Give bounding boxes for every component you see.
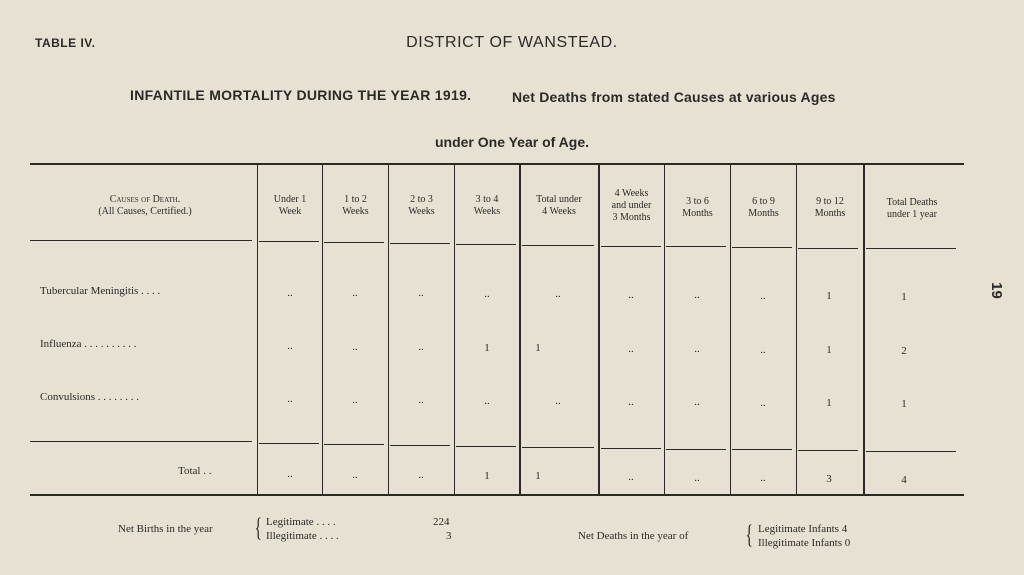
table-cell: .. xyxy=(287,393,293,405)
column-header xyxy=(389,194,454,218)
column-header-line: Under 1 xyxy=(273,194,307,205)
table-cell: .. xyxy=(628,289,634,301)
table-cell: .. xyxy=(287,287,293,299)
column-header-line: 2 to 3 xyxy=(410,194,433,205)
table-cell: 1 xyxy=(484,470,490,482)
column-header xyxy=(323,194,388,218)
header-rule xyxy=(866,248,956,249)
column-header-line: Weeks xyxy=(408,206,435,217)
table-cell: .. xyxy=(555,395,561,407)
header-rule xyxy=(798,248,858,249)
table-cell: .. xyxy=(484,395,490,407)
column-header-line: Months xyxy=(748,208,779,219)
header-rule xyxy=(456,244,516,245)
district-title: DISTRICT OF WANSTEAD. xyxy=(406,34,618,51)
column-header-line: Weeks xyxy=(342,206,369,217)
column-header-line: 6 to 9 xyxy=(752,196,775,207)
table-cell: .. xyxy=(628,343,634,355)
column-header xyxy=(520,194,598,218)
column-header-line: Months xyxy=(682,208,713,219)
table-cell: 4 xyxy=(901,474,907,486)
table-cell: .. xyxy=(555,288,561,300)
column-header xyxy=(731,196,796,220)
column-header-line: Total under xyxy=(536,194,582,205)
column-header xyxy=(599,188,664,224)
column-header-line: Months xyxy=(814,208,846,219)
header-rule xyxy=(259,241,319,242)
total-rule xyxy=(259,443,319,444)
brace-icon: { xyxy=(745,520,753,549)
table-cell: 1 xyxy=(826,397,832,409)
table-cell: .. xyxy=(694,343,700,355)
table-cell: .. xyxy=(418,394,424,406)
births-label: Net Births in the year xyxy=(118,523,213,535)
illegitimate-infants: Illegitimate Infants 0 xyxy=(758,537,851,549)
table-cell: .. xyxy=(287,340,293,352)
illegitimate-label: Illegitimate . . . . xyxy=(266,530,339,542)
column-header-line: Week xyxy=(278,206,302,217)
header-rule xyxy=(666,246,726,247)
row-cause: Convulsions . . . . . . . . xyxy=(40,391,140,403)
table-cell: .. xyxy=(352,287,358,299)
column-header-line: 4 Weeks xyxy=(542,206,576,217)
column-header xyxy=(455,194,519,218)
header-rule xyxy=(324,242,384,243)
legitimate-label: Legitimate . . . . xyxy=(266,516,336,528)
column-header-line: and under xyxy=(611,200,652,211)
table-cell: .. xyxy=(352,469,358,481)
subtitle-line2: under One Year of Age. xyxy=(434,134,590,150)
page-number: 19 xyxy=(987,282,1005,299)
table-cell: 1 xyxy=(535,470,541,482)
column-header-line: 3 Months xyxy=(612,212,651,223)
table-cell: .. xyxy=(418,287,424,299)
table-cell: .. xyxy=(628,471,634,483)
total-rule xyxy=(30,441,252,442)
table-cell: 1 xyxy=(826,344,832,356)
table-cell: 3 xyxy=(826,473,832,485)
row-cause: Tubercular Meningitis . . . . xyxy=(40,285,161,297)
table-cell: .. xyxy=(418,341,424,353)
table-cell: .. xyxy=(628,396,634,408)
illegitimate-value: 3 xyxy=(446,530,452,542)
cause-header-line2: (All Causes, Certified.) xyxy=(98,206,192,217)
row-cause: Influenza . . . . . . . . . . xyxy=(40,338,137,350)
subtitle-left: INFANTILE MORTALITY DURING THE YEAR 1919. xyxy=(130,87,472,103)
column-header-line: 3 to 6 xyxy=(686,196,709,207)
subtitle-right: Net Deaths from stated Causes at various Ages xyxy=(512,89,836,105)
table-cell: 2 xyxy=(901,345,907,357)
table-cell: .. xyxy=(694,396,700,408)
table-cell: .. xyxy=(694,472,700,484)
total-rule xyxy=(601,448,661,449)
total-rule xyxy=(522,447,594,448)
column-header xyxy=(864,197,960,221)
header-rule xyxy=(732,247,792,248)
column-header xyxy=(665,196,730,220)
column-header-line: Weeks xyxy=(473,206,501,217)
table-cell: .. xyxy=(760,397,766,409)
column-header-line: under 1 year xyxy=(887,209,937,220)
total-rule xyxy=(798,450,858,451)
column-header-line: 4 Weeks xyxy=(614,188,649,199)
brace-icon: { xyxy=(254,513,262,542)
header-rule xyxy=(390,243,450,244)
table-cell: .. xyxy=(694,289,700,301)
table-cell: .. xyxy=(287,468,293,480)
table-label: TABLE IV. xyxy=(35,36,96,50)
table-cell: 1 xyxy=(484,342,490,354)
total-label: Total . . xyxy=(178,465,212,477)
legitimate-infants: Legitimate Infants 4 xyxy=(758,523,848,535)
total-rule xyxy=(666,449,726,450)
table-cell: .. xyxy=(760,290,766,302)
deaths-label: Net Deaths in the year of xyxy=(578,530,689,542)
table-cell: .. xyxy=(352,341,358,353)
table-cell: 1 xyxy=(901,291,907,303)
header-rule xyxy=(30,240,252,241)
table-cell: 1 xyxy=(535,342,541,354)
table-cell: .. xyxy=(418,469,424,481)
column-header-line: 1 to 2 xyxy=(344,194,367,205)
table-cell: .. xyxy=(484,288,490,300)
total-rule xyxy=(456,446,516,447)
table-cell: 1 xyxy=(901,398,907,410)
table-cell: 1 xyxy=(826,290,832,302)
column-header-line: 9 to 12 xyxy=(816,196,844,207)
table-cell: .. xyxy=(760,344,766,356)
total-rule xyxy=(732,449,792,450)
header-rule xyxy=(522,245,594,246)
legitimate-value: 224 xyxy=(433,516,450,528)
total-rule xyxy=(866,451,956,452)
column-header-line: Total Deaths xyxy=(886,197,938,208)
table-cell: .. xyxy=(760,472,766,484)
table-top-rule xyxy=(30,163,964,165)
column-header-line: 3 to 4 xyxy=(475,194,499,205)
total-rule xyxy=(390,445,450,446)
cause-header-line1: Causes of Death. xyxy=(109,194,181,205)
table-bottom-rule xyxy=(30,494,964,496)
total-rule xyxy=(324,444,384,445)
header-rule xyxy=(601,246,661,247)
column-header xyxy=(258,194,322,218)
cause-header xyxy=(40,194,250,218)
column-header xyxy=(797,196,863,220)
table-cell: .. xyxy=(352,394,358,406)
